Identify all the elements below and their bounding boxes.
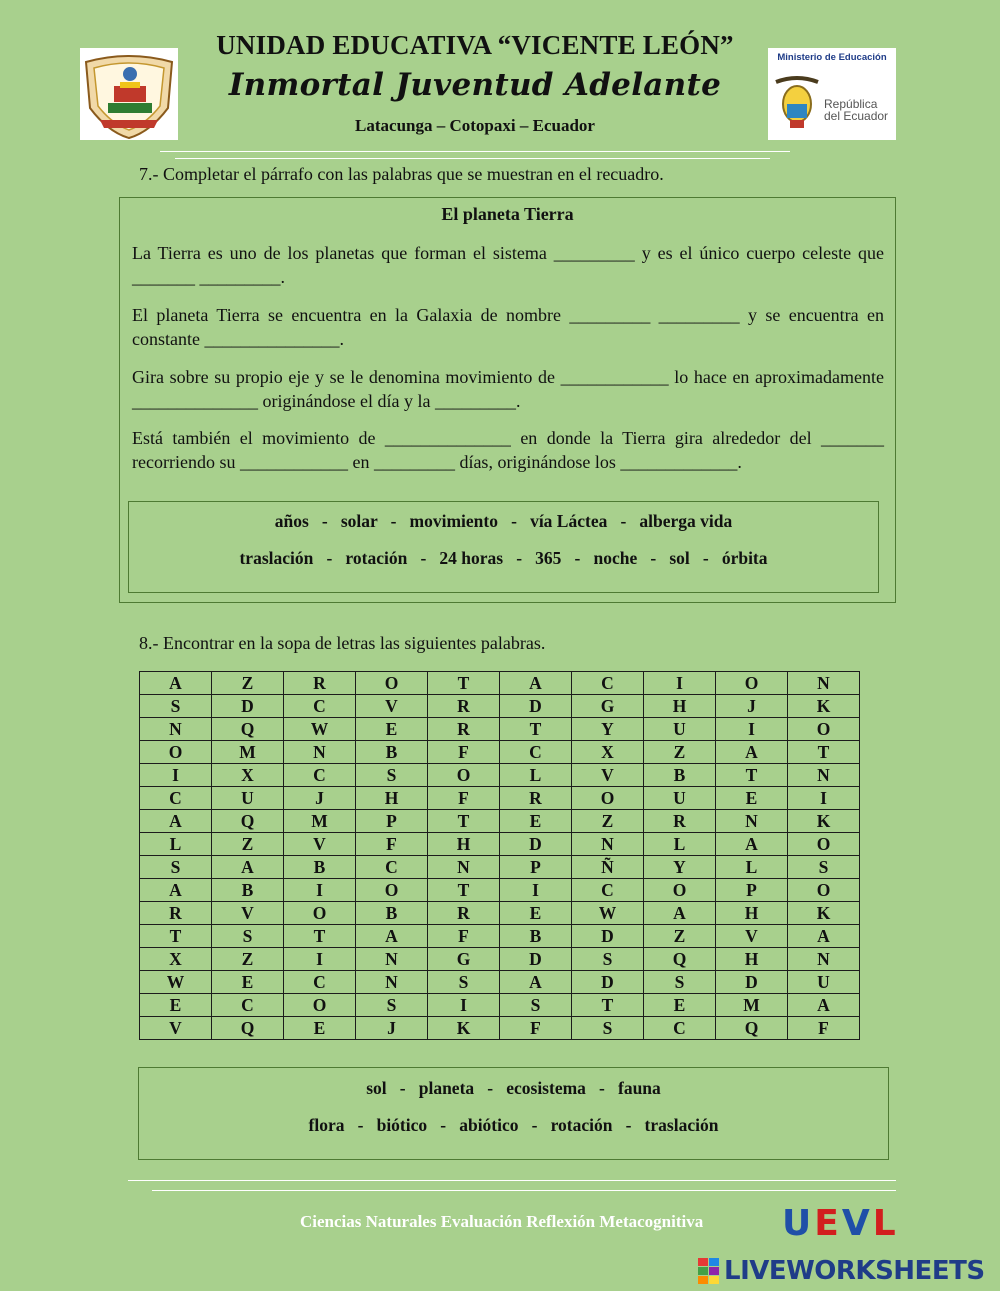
grid-cell[interactable]: L: [500, 764, 572, 787]
grid-cell[interactable]: A: [140, 672, 212, 695]
uevl-letter: V: [841, 1203, 873, 1244]
grid-cell[interactable]: A: [716, 833, 788, 856]
grid-cell[interactable]: E: [284, 1017, 356, 1040]
grid-cell[interactable]: L: [140, 833, 212, 856]
grid-row: [140, 672, 860, 695]
grid-cell[interactable]: O: [140, 741, 212, 764]
grid-cell[interactable]: C: [356, 856, 428, 879]
header-divider-2: [175, 158, 770, 159]
grid-cell[interactable]: N: [788, 764, 860, 787]
grid-cell[interactable]: P: [716, 879, 788, 902]
ministry-republica: República: [824, 97, 878, 111]
grid-row: [140, 787, 860, 810]
grid-cell[interactable]: S: [788, 856, 860, 879]
grid-cell[interactable]: I: [644, 672, 716, 695]
grid-row: [140, 971, 860, 994]
grid-cell[interactable]: N: [140, 718, 212, 741]
grid-cell[interactable]: Y: [572, 718, 644, 741]
grid-cell[interactable]: A: [140, 879, 212, 902]
grid-cell[interactable]: U: [212, 787, 284, 810]
grid-cell[interactable]: F: [356, 833, 428, 856]
grid-cell[interactable]: T: [140, 925, 212, 948]
grid-cell[interactable]: I: [284, 948, 356, 971]
word-list-box: [138, 1067, 889, 1160]
grid-row: [140, 833, 860, 856]
grid-cell[interactable]: K: [788, 902, 860, 925]
grid-cell[interactable]: B: [644, 764, 716, 787]
grid-cell[interactable]: T: [500, 718, 572, 741]
grid-row: [140, 718, 860, 741]
footer-divider-2: [152, 1190, 896, 1191]
grid-cell[interactable]: Q: [212, 810, 284, 833]
grid-cell[interactable]: R: [428, 695, 500, 718]
grid-cell[interactable]: Z: [212, 833, 284, 856]
grid-cell[interactable]: I: [428, 994, 500, 1017]
grid-cell[interactable]: D: [716, 971, 788, 994]
grid-cell[interactable]: E: [356, 718, 428, 741]
grid-cell[interactable]: E: [716, 787, 788, 810]
grid-cell[interactable]: A: [500, 971, 572, 994]
grid-cell[interactable]: E: [500, 902, 572, 925]
grid-cell[interactable]: G: [572, 695, 644, 718]
grid-cell[interactable]: C: [140, 787, 212, 810]
grid-cell[interactable]: L: [716, 856, 788, 879]
grid-cell[interactable]: K: [428, 1017, 500, 1040]
grid-cell[interactable]: S: [572, 948, 644, 971]
grid-cell[interactable]: K: [788, 695, 860, 718]
grid-cell[interactable]: R: [428, 902, 500, 925]
uevl-logo: [782, 1203, 899, 1244]
grid-cell[interactable]: T: [428, 879, 500, 902]
grid-row: [140, 856, 860, 879]
school-name: UNIDAD EDUCATIVA “VICENTE LEÓN”: [216, 30, 734, 60]
grid-cell[interactable]: O: [572, 787, 644, 810]
grid-cell[interactable]: N: [572, 833, 644, 856]
grid-cell[interactable]: O: [428, 764, 500, 787]
ministry-title: Ministerio de Educación: [777, 52, 887, 63]
grid-cell[interactable]: A: [140, 810, 212, 833]
grid-cell[interactable]: Q: [716, 1017, 788, 1040]
grid-cell[interactable]: H: [428, 833, 500, 856]
grid-row: [140, 879, 860, 902]
grid-row: [140, 994, 860, 1017]
grid-cell[interactable]: L: [644, 833, 716, 856]
exercise8-instruction: 8.- Encontrar en la sopa de letras las siguientes palabras.: [139, 633, 546, 653]
grid-cell[interactable]: I: [140, 764, 212, 787]
grid-cell[interactable]: N: [284, 741, 356, 764]
grid-cell[interactable]: J: [716, 695, 788, 718]
uevl-letter: E: [814, 1203, 842, 1244]
grid-cell[interactable]: U: [788, 971, 860, 994]
grid-cell[interactable]: Q: [644, 948, 716, 971]
grid-cell[interactable]: J: [284, 787, 356, 810]
grid-cell[interactable]: N: [788, 948, 860, 971]
grid-cell[interactable]: O: [356, 879, 428, 902]
grid-cell[interactable]: B: [500, 925, 572, 948]
ministry-ecuador: del Ecuador: [824, 109, 889, 123]
word-bank-line-2: traslación - rotación - 24 horas - 365 - noche - sol - órbita: [239, 548, 768, 568]
grid-cell[interactable]: U: [644, 787, 716, 810]
grid-cell[interactable]: D: [572, 925, 644, 948]
grid-cell[interactable]: C: [644, 1017, 716, 1040]
grid-cell[interactable]: S: [356, 994, 428, 1017]
grid-cell[interactable]: N: [716, 810, 788, 833]
grid-row: [140, 902, 860, 925]
grid-cell[interactable]: N: [356, 971, 428, 994]
grid-cell[interactable]: I: [716, 718, 788, 741]
grid-cell[interactable]: C: [212, 994, 284, 1017]
grid-row: [140, 695, 860, 718]
grid-cell[interactable]: R: [140, 902, 212, 925]
grid-cell[interactable]: Z: [212, 948, 284, 971]
grid-cell[interactable]: R: [428, 718, 500, 741]
grid-cell[interactable]: Ñ: [572, 856, 644, 879]
grid-cell[interactable]: F: [428, 787, 500, 810]
grid-cell[interactable]: O: [284, 902, 356, 925]
grid-cell[interactable]: Z: [212, 672, 284, 695]
grid-row: [140, 925, 860, 948]
grid-row: [140, 810, 860, 833]
grid-cell[interactable]: O: [788, 718, 860, 741]
grid-cell[interactable]: N: [788, 672, 860, 695]
grid-cell[interactable]: S: [140, 695, 212, 718]
grid-cell[interactable]: C: [572, 879, 644, 902]
footer-divider: [128, 1180, 896, 1181]
liveworksheets-icon: [698, 1258, 720, 1284]
word-bank-line-1: años - solar - movimiento - vía Láctea - alberga vida: [274, 511, 733, 531]
grid-cell[interactable]: H: [716, 948, 788, 971]
grid-cell[interactable]: V: [284, 833, 356, 856]
grid-cell[interactable]: Q: [212, 718, 284, 741]
grid-cell[interactable]: M: [716, 994, 788, 1017]
school-location: Latacunga – Cotopaxi – Ecuador: [355, 116, 595, 135]
grid-cell[interactable]: V: [356, 695, 428, 718]
grid-cell[interactable]: V: [212, 902, 284, 925]
grid-cell[interactable]: W: [140, 971, 212, 994]
grid-cell[interactable]: T: [428, 810, 500, 833]
grid-cell[interactable]: S: [644, 971, 716, 994]
grid-cell[interactable]: Q: [212, 1017, 284, 1040]
grid-cell[interactable]: O: [788, 833, 860, 856]
grid-cell[interactable]: N: [356, 948, 428, 971]
grid-cell[interactable]: B: [356, 902, 428, 925]
grid-cell[interactable]: Z: [644, 925, 716, 948]
grid-cell[interactable]: C: [284, 695, 356, 718]
grid-cell[interactable]: V: [140, 1017, 212, 1040]
grid-cell[interactable]: F: [500, 1017, 572, 1040]
grid-cell[interactable]: T: [716, 764, 788, 787]
header-divider: [160, 151, 790, 152]
grid-cell[interactable]: F: [428, 741, 500, 764]
uevl-letter: U: [782, 1203, 815, 1244]
grid-cell[interactable]: R: [284, 672, 356, 695]
grid-cell[interactable]: Z: [644, 741, 716, 764]
exercise7-instruction: 7.- Completar el párrafo con las palabras que se muestran en el recuadro.: [139, 164, 664, 184]
grid-cell[interactable]: R: [500, 787, 572, 810]
grid-cell[interactable]: Z: [572, 810, 644, 833]
grid-cell[interactable]: H: [356, 787, 428, 810]
grid-cell[interactable]: D: [212, 695, 284, 718]
grid-cell[interactable]: A: [500, 672, 572, 695]
grid-row: [140, 764, 860, 787]
paragraph-1: La Tierra es uno de los planetas que forman el sistema _________ y es el único cuerpo celeste que _______ _________.: [132, 243, 884, 287]
grid-cell[interactable]: I: [500, 879, 572, 902]
grid-cell[interactable]: F: [788, 1017, 860, 1040]
grid-cell[interactable]: C: [284, 764, 356, 787]
grid-cell[interactable]: A: [644, 902, 716, 925]
grid-cell[interactable]: N: [428, 856, 500, 879]
grid-cell[interactable]: E: [140, 994, 212, 1017]
grid-cell[interactable]: C: [284, 971, 356, 994]
grid-cell[interactable]: P: [356, 810, 428, 833]
grid-cell[interactable]: V: [572, 764, 644, 787]
liveworksheets-brand[interactable]: LIVEWORKSHEETS: [724, 1256, 985, 1286]
grid-cell[interactable]: F: [428, 925, 500, 948]
grid-cell[interactable]: S: [572, 1017, 644, 1040]
grid-cell[interactable]: S: [428, 971, 500, 994]
grid-cell[interactable]: I: [284, 879, 356, 902]
grid-cell[interactable]: B: [284, 856, 356, 879]
ministry-logo: [768, 48, 896, 140]
grid-cell[interactable]: T: [788, 741, 860, 764]
grid-cell[interactable]: V: [716, 925, 788, 948]
grid-cell[interactable]: M: [284, 810, 356, 833]
word-list-line-2: flora - biótico - abiótico - rotación - traslación: [308, 1115, 719, 1135]
grid-cell[interactable]: O: [644, 879, 716, 902]
grid-row: [140, 1017, 860, 1040]
grid-cell[interactable]: E: [212, 971, 284, 994]
grid-cell[interactable]: T: [572, 994, 644, 1017]
grid-cell[interactable]: S: [140, 856, 212, 879]
grid-cell[interactable]: A: [716, 741, 788, 764]
exercise7-box: [119, 197, 896, 603]
grid-cell[interactable]: A: [356, 925, 428, 948]
grid-cell[interactable]: D: [572, 971, 644, 994]
word-bank-box: [128, 501, 879, 593]
word-search-grid: [139, 671, 860, 1040]
grid-cell[interactable]: D: [500, 695, 572, 718]
grid-cell[interactable]: D: [500, 948, 572, 971]
grid-cell[interactable]: A: [212, 856, 284, 879]
grid-cell[interactable]: H: [716, 902, 788, 925]
grid-cell[interactable]: W: [572, 902, 644, 925]
grid-cell[interactable]: A: [788, 925, 860, 948]
grid-cell[interactable]: O: [788, 879, 860, 902]
grid-cell[interactable]: T: [284, 925, 356, 948]
grid-cell[interactable]: I: [788, 787, 860, 810]
paragraph-3: Gira sobre su propio eje y se le denomina movimiento de ____________ lo hace en aproximadamente ______________ originándose el día y la _________.: [132, 367, 884, 411]
grid-cell[interactable]: O: [284, 994, 356, 1017]
grid-cell[interactable]: X: [140, 948, 212, 971]
grid-cell[interactable]: O: [716, 672, 788, 695]
grid-cell[interactable]: S: [356, 764, 428, 787]
grid-cell[interactable]: R: [644, 810, 716, 833]
grid-cell[interactable]: A: [788, 994, 860, 1017]
grid-cell[interactable]: E: [500, 810, 572, 833]
grid-cell[interactable]: H: [644, 695, 716, 718]
school-motto: Inmortal Juventud Adelante: [228, 67, 722, 103]
grid-cell[interactable]: O: [356, 672, 428, 695]
exercise7-title: El planeta Tierra: [441, 204, 574, 224]
grid-row: [140, 741, 860, 764]
grid-cell[interactable]: T: [428, 672, 500, 695]
uevl-letter: L: [872, 1203, 899, 1244]
grid-cell[interactable]: B: [356, 741, 428, 764]
grid-cell[interactable]: C: [500, 741, 572, 764]
grid-cell[interactable]: B: [212, 879, 284, 902]
grid-cell[interactable]: G: [428, 948, 500, 971]
paragraph-2: El planeta Tierra se encuentra en la Galaxia de nombre _________ _________ y se encuentra en constante _______________.: [132, 305, 884, 349]
grid-cell[interactable]: U: [644, 718, 716, 741]
grid-cell[interactable]: P: [500, 856, 572, 879]
grid-cell[interactable]: S: [212, 925, 284, 948]
grid-cell[interactable]: X: [212, 764, 284, 787]
word-list-line-1: sol - planeta - ecosistema - fauna: [366, 1078, 661, 1098]
paragraph-4: Está también el movimiento de ______________ en donde la Tierra gira alrededor del _______ recorriendo su ____________ en _________ días, originándose los _____________.: [132, 428, 884, 472]
grid-cell[interactable]: X: [572, 741, 644, 764]
ecuador-shield-image: [772, 74, 822, 132]
grid-cell[interactable]: D: [500, 833, 572, 856]
grid-cell[interactable]: W: [284, 718, 356, 741]
grid-row: [140, 948, 860, 971]
grid-cell[interactable]: M: [212, 741, 284, 764]
grid-cell[interactable]: E: [644, 994, 716, 1017]
grid-cell[interactable]: C: [572, 672, 644, 695]
grid-cell[interactable]: Y: [644, 856, 716, 879]
grid-cell[interactable]: S: [500, 994, 572, 1017]
grid-cell[interactable]: K: [788, 810, 860, 833]
grid-cell[interactable]: J: [356, 1017, 428, 1040]
footer-course-title: Ciencias Naturales Evaluación Reflexión Metacognitiva: [300, 1212, 704, 1231]
